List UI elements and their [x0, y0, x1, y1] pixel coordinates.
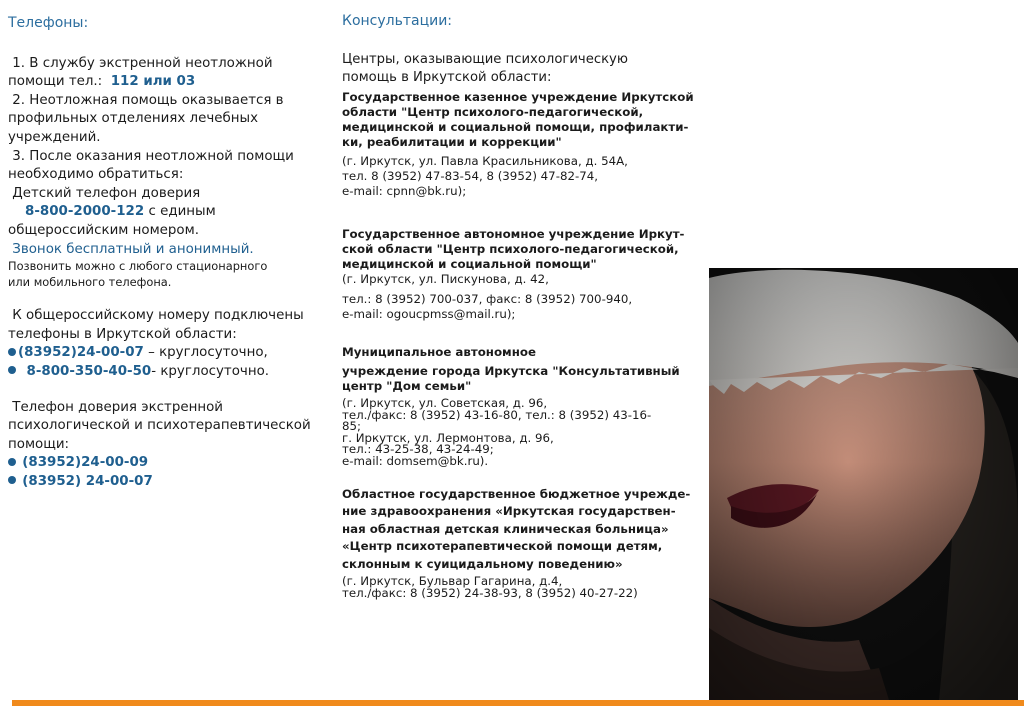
- emergency-numbers: 112 или 03: [110, 74, 196, 90]
- org4-name-5: склонным к суицидальному поведению»: [342, 556, 623, 571]
- phones-heading: Телефоны:: [8, 15, 89, 31]
- urgent-line-3: учреждений.: [8, 129, 101, 145]
- urgent-line-1: 2. Неотложная помощь оказывается в: [12, 92, 284, 108]
- org1-name-4: ки, реабилитации и коррекции": [342, 135, 562, 149]
- org2-name-3: медицинской и социальной помощи": [342, 257, 597, 271]
- org3-address-2: тел./факс: 8 (3952) 43-16-80, тел.: 8 (3952) 43-16-: [342, 407, 652, 422]
- trust-line-1: Телефон доверия экстренной: [12, 399, 223, 415]
- trust-line-2: психологической и психотерапевтической: [8, 418, 311, 434]
- blindfolded-woman-photo: [709, 268, 1018, 700]
- bullet-icon: [8, 366, 16, 374]
- emergency-line-1: 1. В службу экстренной неотложной: [12, 55, 273, 71]
- org-block-2: [342, 227, 702, 322]
- phones-column: [8, 14, 328, 491]
- org3-address-3: 85;: [342, 419, 361, 434]
- connected-line-2: телефоны в Иркутской области:: [8, 326, 237, 342]
- org4-name-1: Областное государственное бюджетное учрежде-: [342, 486, 691, 501]
- org-block-1: [342, 90, 702, 199]
- org1-address-2: тел. 8 (3952) 47-83-54, 8 (3952) 47-82-74,: [342, 169, 598, 183]
- trust-line-3: помощи:: [8, 436, 70, 452]
- org3-address-1: (г. Иркутск, ул. Советская, д. 96,: [342, 396, 548, 410]
- consultations-column: [342, 14, 702, 599]
- phone-item-2: 8-800-350-40-50- круглосуточно.: [8, 363, 328, 382]
- trust-phone-1: (83952)24-00-09: [8, 454, 328, 473]
- org3-name-2: учреждение города Иркутска "Консультативный: [342, 364, 680, 378]
- child-helpline-number: 8-800-2000-122: [25, 204, 145, 220]
- org2-name-2: ской области "Центр психолого-педагогической,: [342, 242, 679, 256]
- phone-item-1: (83952)24-00-07 – круглосуточно,: [8, 344, 328, 363]
- org4-name-3: ная областная детская клиническая больница»: [342, 521, 669, 536]
- trust-phone-2: (83952) 24-00-07: [8, 473, 328, 492]
- orange-footer-bar: [12, 700, 1024, 706]
- bullet-icon: [8, 476, 16, 484]
- org1-name-1: Государственное казенное учреждение Иркутской: [342, 90, 694, 104]
- consultations-heading: Консультации:: [342, 13, 453, 29]
- org3-email: e-mail: domsem@bk.ru).: [342, 453, 489, 468]
- org-block-3: [342, 345, 702, 468]
- org4-name-4: «Центр психотерапевтической помощи детям,: [342, 539, 663, 554]
- child-helpline-number-line: 8-800-2000-122 с единым: [25, 204, 216, 220]
- org3-address-5: тел.: 43-25-38, 43-24-49;: [342, 442, 494, 457]
- after-line-2: необходимо обратиться:: [8, 167, 184, 183]
- org2-name-1: Государственное автономное учреждение Иркут-: [342, 227, 685, 241]
- org3-name-3: центр "Дом семьи": [342, 379, 472, 393]
- free-call-note: Звонок бесплатный и анонимный.: [12, 241, 254, 257]
- org3-name-1: Муниципальное автономное: [342, 345, 536, 359]
- org1-email: e-mail: cpnn@bk.ru);: [342, 184, 467, 198]
- urgent-line-2: профильных отделениях лечебных: [8, 111, 258, 127]
- intro-line-2: помощь в Иркутской области:: [342, 70, 552, 85]
- intro-line-1: Центры, оказывающие психологическую: [342, 52, 628, 67]
- org1-address-1: (г. Иркутск, ул. Павла Красильникова, д. 54А,: [342, 154, 628, 168]
- photo-illustration: [709, 268, 1018, 700]
- child-helpline-label: Детский телефон доверия: [12, 185, 201, 201]
- org2-address-2: тел.: 8 (3952) 700-037, факс: 8 (3952) 700-940,: [342, 292, 633, 306]
- org2-address-1: (г. Иркутск, ул. Пискунова, д. 42,: [342, 272, 549, 286]
- org4-address-2: тел./факс: 8 (3952) 24-38-93, 8 (3952) 40-27-22): [342, 585, 638, 600]
- emergency-line-2: помощи тел.: 112 или 03: [8, 74, 196, 90]
- bullet-icon: [8, 348, 16, 356]
- org3-address-4: г. Иркутск, ул. Лермонтова, д. 96,: [342, 430, 554, 445]
- org4-address-1: (г. Иркутск, Бульвар Гагарина, д.4,: [342, 574, 563, 589]
- after-line-1: 3. После оказания неотложной помощи: [12, 148, 294, 164]
- call-note-2: или мобильного телефона.: [8, 274, 172, 289]
- org4-name-2: ние здравоохранения «Иркутская государствен-: [342, 504, 676, 519]
- org1-name-3: медицинской и социальной помощи, профилакти-: [342, 120, 689, 134]
- connected-line-1: К общероссийскому номеру подключены: [12, 308, 304, 324]
- bullet-icon: [8, 458, 16, 466]
- child-helpline-line-3: общероссийским номером.: [8, 222, 199, 238]
- call-note-1: Позвонить можно с любого стационарного: [8, 259, 268, 274]
- org2-email: e-mail: ogoucpmss@mail.ru);: [342, 307, 516, 321]
- org-block-4: [342, 486, 702, 600]
- org1-name-2: области "Центр психолого-педагогической,: [342, 105, 644, 119]
